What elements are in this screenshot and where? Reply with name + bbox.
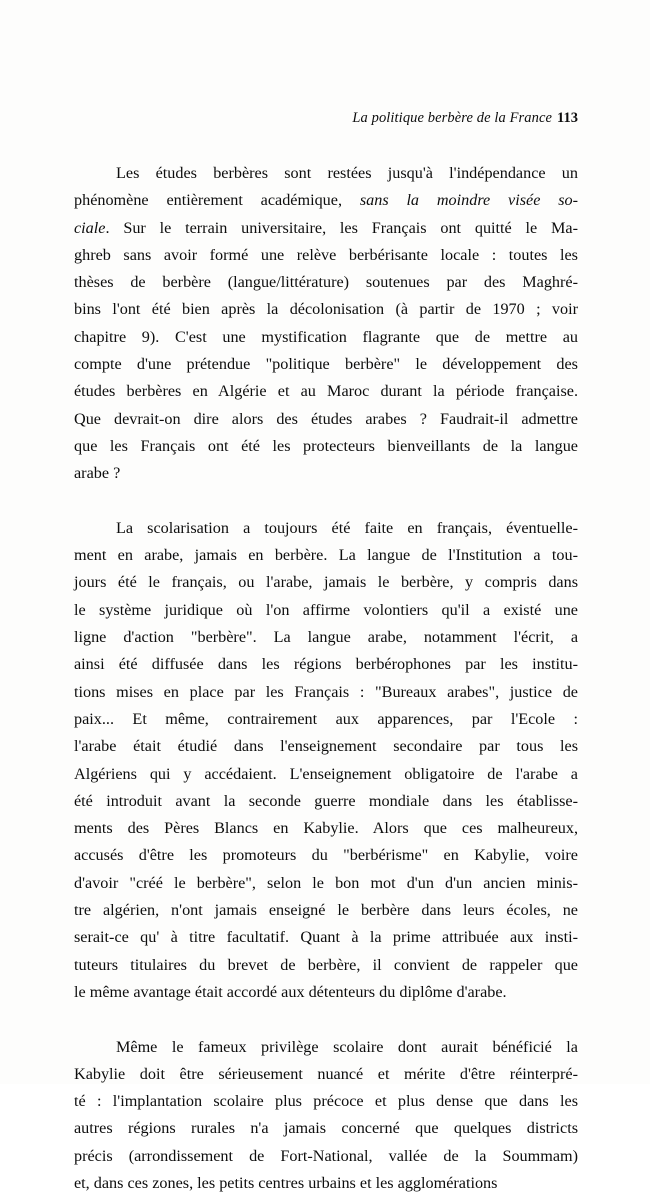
text-line xyxy=(74,460,578,487)
body-text-run: ligne d'action "berbère". La langue arabe, notamment l'écrit, a xyxy=(74,628,578,646)
text-line xyxy=(74,870,578,897)
body-text-run: Même le fameux privilège scolaire dont aurait bénéficié la xyxy=(116,1038,578,1056)
body-text-run: autres régions rurales n'a jamais concerné que quelques districts xyxy=(74,1119,578,1137)
body-text-run: ment en arabe, jamais en berbère. La langue de l'Institution a tou- xyxy=(74,546,578,564)
body-text-run: ghreb sans avoir formé une relève berbérisante locale : toutes les xyxy=(74,246,578,264)
running-head-title: La politique berbère de la France xyxy=(352,110,552,126)
text-line xyxy=(74,160,578,187)
body-text-run: précis (arrondissement de Fort-National, vallée de la Soummam) xyxy=(74,1147,578,1165)
text-line xyxy=(74,187,578,214)
text-line xyxy=(74,1115,578,1142)
text-line xyxy=(74,1034,578,1061)
text-line xyxy=(74,679,578,706)
body-text-run: chapitre 9). C'est une mystification flagrante que de mettre au xyxy=(74,328,578,346)
text-line xyxy=(74,569,578,596)
paragraph xyxy=(74,160,578,488)
text-line xyxy=(74,433,578,460)
paragraph xyxy=(74,1034,578,1197)
body-text-run: La scolarisation a toujours été faite en français, éventuelle- xyxy=(116,519,578,537)
body-text-run: tuteurs titulaires du brevet de berbère, il convient de rappeler que xyxy=(74,956,578,974)
body-text-run: été introduit avant la seconde guerre mondiale dans les établisse- xyxy=(74,792,578,810)
body-text-run: bins l'ont été bien après la décolonisation (à partir de 1970 ; voir xyxy=(74,300,578,318)
text-line xyxy=(74,897,578,924)
body-text-run: paix... Et même, contrairement aux apparences, par l'Ecole : xyxy=(74,710,578,728)
text-line xyxy=(74,788,578,815)
page-number: 113 xyxy=(557,110,578,126)
text-line xyxy=(74,706,578,733)
text-line xyxy=(74,597,578,624)
body-text-run: études berbères en Algérie et au Maroc durant la période française. xyxy=(74,382,578,400)
text-line xyxy=(74,924,578,951)
body-text-run: d'avoir "créé le berbère", selon le bon mot d'un d'un ancien minis- xyxy=(74,874,578,892)
text-line xyxy=(74,324,578,351)
text-line xyxy=(74,406,578,433)
body-text-run: Les études berbères sont restées jusqu'à l'indépendance un xyxy=(116,164,578,182)
body-text-run: Que devrait-on dire alors des études arabes ? Faudrait-il admettre xyxy=(74,410,578,428)
emphasis-text: sans la moindre visée so- xyxy=(360,191,578,209)
text-line xyxy=(74,296,578,323)
body-text-run: accusés d'être les promoteurs du "berbérisme" en Kabylie, voire xyxy=(74,846,578,864)
text-line xyxy=(74,624,578,651)
text-line xyxy=(74,215,578,242)
text-line xyxy=(74,515,578,542)
text-line xyxy=(74,761,578,788)
text-line xyxy=(74,242,578,269)
body-text-run: tions mises en place par les Français : "Bureaux arabes", justice de xyxy=(74,683,578,701)
text-line xyxy=(74,842,578,869)
body-text-run: ainsi été diffusée dans les régions berbérophones par les institu- xyxy=(74,655,578,673)
text-line xyxy=(74,378,578,405)
body-text-run: le système juridique où l'on affirme volontiers qu'il a existé une xyxy=(74,601,578,619)
body-text-run: thèses de berbère (langue/littérature) soutenues par des Maghré- xyxy=(74,273,578,291)
text-line xyxy=(74,269,578,296)
body-text-run: tre algérien, n'ont jamais enseigné le berbère dans leurs écoles, ne xyxy=(74,901,578,919)
text-line xyxy=(74,542,578,569)
body-text-run: compte d'une prétendue "politique berbère" le développement des xyxy=(74,355,578,373)
emphasis-text: ciale xyxy=(74,219,105,237)
text-line xyxy=(74,1170,578,1197)
text-line xyxy=(74,979,578,1006)
body-text-run: l'arabe était étudié dans l'enseignement secondaire par tous les xyxy=(74,737,578,755)
running-head xyxy=(74,108,578,128)
paragraph xyxy=(74,515,578,1006)
body-text-run: ments des Pères Blancs en Kabylie. Alors que ces malheureux, xyxy=(74,819,578,837)
text-line xyxy=(74,1088,578,1115)
body-text-run: . Sur le terrain universitaire, les Français ont quitté le Ma- xyxy=(105,219,578,237)
body-text-run: et, dans ces zones, les petits centres urbains et les agglomérations xyxy=(74,1174,497,1192)
text-line xyxy=(74,1143,578,1170)
text-line xyxy=(74,651,578,678)
body-text-run: serait-ce qu' à titre facultatif. Quant à la prime attribuée aux insti- xyxy=(74,928,578,946)
body-text-run: phénomène entièrement académique, xyxy=(74,191,360,209)
body-text-run: que les Français ont été les protecteurs bienveillants de la langue xyxy=(74,437,578,455)
body-text-run: Algériens qui y accédaient. L'enseignement obligatoire de l'arabe a xyxy=(74,765,578,783)
body-text-run: Kabylie doit être sérieusement nuancé et mérite d'être réinterpré- xyxy=(74,1065,578,1083)
text-line xyxy=(74,952,578,979)
body-text-run: le même avantage était accordé aux détenteurs du diplôme d'arabe. xyxy=(74,983,507,1001)
body-text-run: arabe ? xyxy=(74,464,120,482)
text-line xyxy=(74,733,578,760)
text-line xyxy=(74,351,578,378)
text-line xyxy=(74,815,578,842)
body-text xyxy=(74,160,578,1197)
body-text-run: jours été le français, ou l'arabe, jamais le berbère, y compris dans xyxy=(74,573,578,591)
body-text-run: té : l'implantation scolaire plus précoce et plus dense que dans les xyxy=(74,1092,578,1110)
